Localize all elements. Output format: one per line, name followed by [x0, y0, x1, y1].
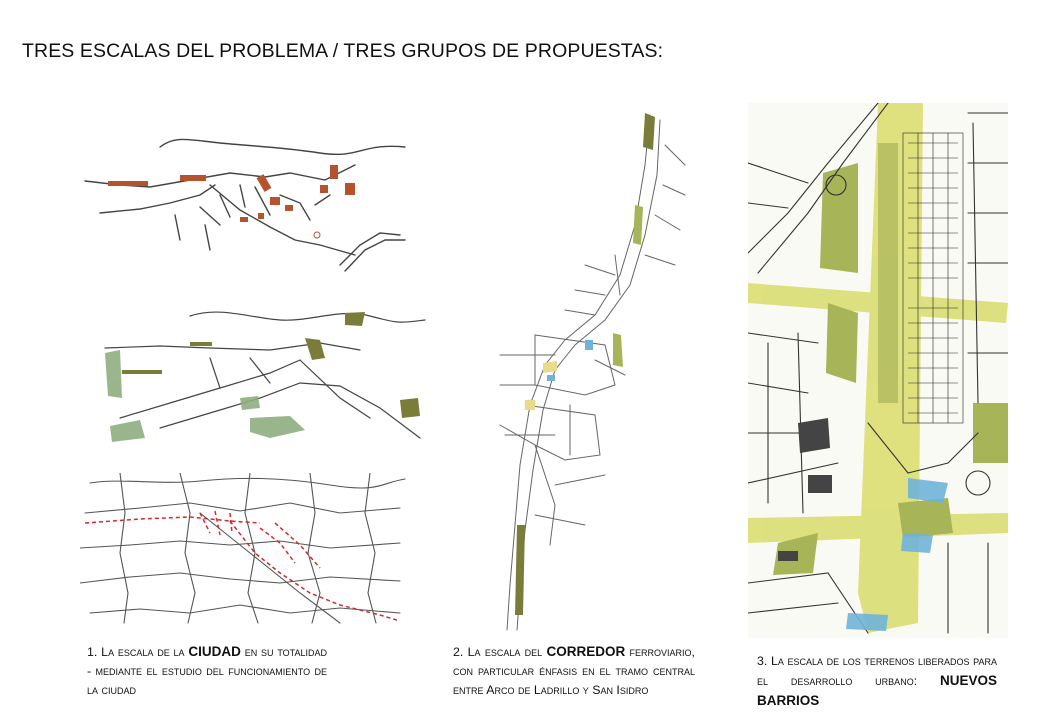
new-neighbourhood-sketch-icon [748, 103, 1008, 638]
caption-keyword: NUEVOS BARRIOS [757, 673, 997, 708]
rail-corridor-map [495, 105, 705, 635]
city-green-sketch-icon [100, 298, 430, 448]
caption-lead: La escala del [467, 645, 543, 659]
page-title: TRES ESCALAS DEL PROBLEMA / TRES GRUPOS DE PROPUESTAS: [22, 40, 664, 62]
new-neighbourhood-map [748, 103, 1008, 638]
caption-lead: La escala de los terrenos liberados para el desarrollo urbano: [757, 654, 997, 688]
caption-number: 3. [757, 654, 768, 668]
caption-keyword: CIUDAD [188, 644, 241, 659]
caption-text: en su totalidad - mediante el estudio del funcionamiento de la ciudad [87, 645, 328, 697]
city-network-map [80, 473, 410, 628]
caption-corridor-scale [453, 642, 695, 700]
caption-city-scale [87, 642, 327, 700]
rail-corridor-sketch-icon [495, 105, 705, 635]
caption-text: ferroviario, con particular énfasis en el tramo central entre Arco de Ladrillo y San Isidro [453, 645, 695, 697]
city-route-sketch-icon [80, 125, 410, 275]
caption-number: 1. [87, 645, 98, 659]
caption-lead: La escala de la [101, 645, 185, 659]
city-network-sketch-icon [80, 473, 410, 628]
caption-neighbourhood-scale [757, 652, 997, 711]
caption-number: 2. [453, 645, 464, 659]
city-green-map [100, 298, 430, 448]
caption-keyword: CORREDOR [546, 644, 626, 659]
city-route-map [80, 125, 410, 275]
